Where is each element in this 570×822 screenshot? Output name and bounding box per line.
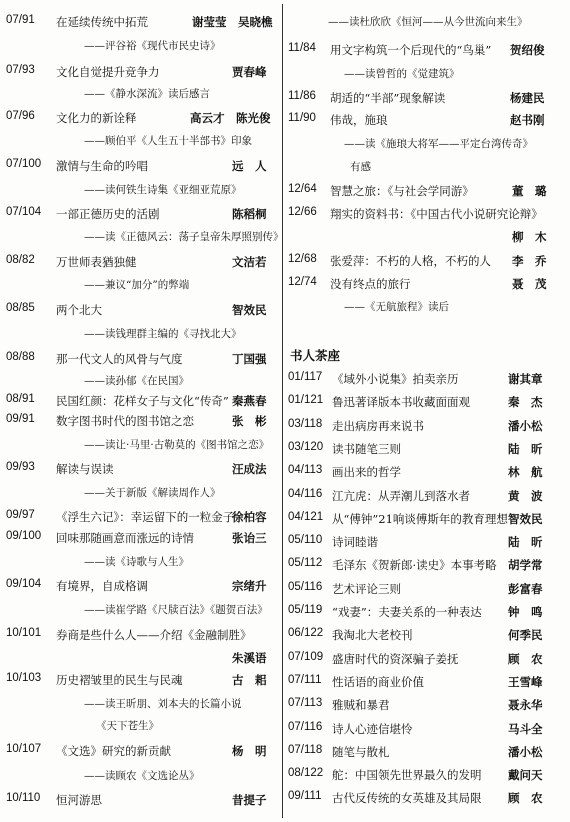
entry-subtitle-cont: 有感 — [350, 161, 371, 173]
teahouse-author: 钟 鸣 — [508, 605, 543, 619]
entry-code: 10/103 — [6, 672, 42, 684]
entry-title: 那一代文人的风骨与气度 — [56, 352, 183, 366]
entry-author: 杨建民 — [510, 91, 545, 105]
entry-code: 08/88 — [6, 351, 35, 363]
entry-title: 民国红颜：花样女子与文化“传奇” — [56, 394, 229, 408]
entry-code: 07/91 — [6, 14, 35, 26]
teahouse-title: 诗人心迹信堪怜 — [332, 722, 413, 736]
teahouse-author: 潘小松 — [508, 419, 543, 433]
column-divider — [282, 4, 283, 818]
teahouse-author: 秦 杰 — [508, 395, 543, 409]
entry-code: 11/90 — [288, 112, 316, 124]
teahouse-title: 我淘北大老校刊 — [332, 628, 413, 642]
teahouse-title: 画出来的哲学 — [332, 465, 401, 479]
entry-subtitle: ——评谷裕《现代市民史诗》 — [84, 40, 221, 52]
teahouse-code: 04/121 — [288, 511, 324, 523]
entry-code: 10/110 — [6, 792, 41, 804]
entry-title: 翔实的资料书：《中国古代小说研究论辩》 — [330, 207, 543, 221]
teahouse-title: 毛泽东《贺新郎·读史》本事考略 — [332, 558, 497, 572]
teahouse-title: 《域外小说集》拍卖亲历 — [332, 372, 459, 386]
entry-code: 12/64 — [288, 183, 317, 195]
entry-title: 一部正德历史的活剧 — [56, 207, 160, 221]
entry-code: 10/107 — [6, 743, 42, 755]
teahouse-title: 鲁迅著译版本书收藏面面观 — [332, 395, 470, 409]
teahouse-code: 09/111 — [288, 790, 322, 802]
entry-subtitle-cont: 《天下苍生》 — [96, 720, 159, 732]
entry-code: 08/82 — [6, 254, 35, 266]
entry-subtitle: ——读何铁生诗集《亚细亚荒原》 — [84, 184, 242, 196]
entry-author: 张诒三 — [232, 531, 267, 545]
teahouse-title: 江亢虎：从弄潮儿到落水者 — [332, 489, 470, 503]
teahouse-code: 07/109 — [288, 651, 324, 663]
entry-subtitle: ——读杜欣欣《恒河——从今世流向来生》 — [328, 16, 528, 28]
entry-author: 古 耜 — [232, 673, 267, 687]
teahouse-author: 林 航 — [508, 465, 543, 479]
teahouse-author: 智效民 — [508, 512, 543, 526]
entry-author: 杨 明 — [232, 744, 267, 758]
entry-subtitle: ——读《正德风云：荡子皇帝朱厚照别传》 — [84, 231, 284, 243]
entry-author: 高云才 陈光俊 — [190, 111, 271, 125]
entry-title: 张爱萍：不朽的人格，不朽的人 — [330, 254, 491, 268]
entry-author: 文洁若 — [232, 255, 267, 269]
teahouse-title: “戏妻”：夫妻关系的一种表达 — [332, 605, 482, 619]
entry-code: 08/91 — [6, 393, 35, 405]
entry-title: 解读与误读 — [56, 462, 114, 476]
entry-title: 伟哉，施琅 — [330, 113, 388, 127]
teahouse-title: 随笔与散札 — [332, 745, 390, 759]
entry-subtitle: ——读王昕朋、刘本夫的长篇小说 — [84, 698, 242, 710]
entry-code: 09/100 — [6, 530, 42, 542]
entry-title: 在延续传统中拓荒 — [56, 15, 148, 29]
entry-subtitle: ——读曾哲的《觉建筑》 — [344, 68, 460, 80]
teahouse-author: 戴问天 — [508, 768, 543, 782]
entry-title: 智慧之旅：《与社会学同游》 — [330, 184, 474, 198]
entry-author: 朱溪语 — [232, 651, 267, 665]
entry-code: 12/68 — [288, 253, 317, 265]
section-title: 书人茶座 — [290, 348, 341, 363]
teahouse-code: 07/111 — [288, 674, 322, 686]
entry-subtitle: ——读顾农《文选论丛》 — [84, 770, 200, 782]
teahouse-code: 05/119 — [288, 604, 323, 616]
entry-title: 券商是些什么人——介绍《金融制胜》 — [56, 628, 252, 642]
teahouse-author: 胡学常 — [508, 558, 543, 572]
teahouse-author: 黄 波 — [508, 489, 543, 503]
teahouse-author: 何季民 — [508, 628, 543, 642]
teahouse-code: 04/116 — [288, 488, 323, 500]
entry-title: 数字图书时代的图书馆之恋 — [56, 414, 194, 428]
teahouse-author: 陆 昕 — [508, 535, 543, 549]
entry-author: 徐柏容 — [232, 510, 267, 524]
entry-code: 07/104 — [6, 206, 42, 218]
entry-subtitle: ——读崔学路《尺牍百法》《题贺百法》 — [84, 604, 268, 616]
entry-title: 《浮生六记》：幸运留下的一粒金子 — [56, 510, 235, 524]
teahouse-title: 舵：中国领先世界最久的发明 — [332, 768, 482, 782]
teahouse-author: 马斗全 — [508, 722, 543, 736]
entry-author: 李 乔 — [512, 254, 547, 268]
entry-code: 07/96 — [6, 110, 35, 122]
entry-author: 丁国强 — [232, 352, 267, 366]
teahouse-title: 艺术评论三则 — [332, 582, 401, 596]
teahouse-code: 01/121 — [288, 394, 324, 406]
entry-title: 恒河游思 — [56, 793, 102, 807]
teahouse-code: 07/113 — [288, 697, 323, 709]
teahouse-title: 诗词睦谐 — [332, 535, 378, 549]
entry-author: 远 人 — [232, 159, 267, 173]
teahouse-code: 01/117 — [288, 371, 323, 383]
entry-subtitle: ——兼议“加分”的弊端 — [84, 279, 190, 291]
entry-author: 贺绍俊 — [510, 43, 545, 57]
entry-title: 文化自觉提升竞争力 — [56, 65, 160, 79]
teahouse-title: 走出病房再来说书 — [332, 419, 424, 433]
entry-author: 柳 木 — [512, 230, 547, 244]
teahouse-title: 盛唐时代的资深骗子姜抚 — [332, 652, 459, 666]
entry-subtitle: ——读《诗歌与人生》 — [84, 556, 189, 568]
teahouse-code: 03/120 — [288, 441, 324, 453]
entry-title: 用文字构筑一个后现代的“鸟巢” — [330, 43, 492, 57]
teahouse-author: 王雪峰 — [508, 675, 543, 689]
teahouse-code: 05/112 — [288, 557, 323, 569]
entry-subtitle: ——关于新版《解读周作人》 — [84, 487, 221, 499]
teahouse-author: 陆 昕 — [508, 442, 543, 456]
entry-subtitle: ——读《施琅大将军——平定台湾传奇》 — [344, 138, 533, 150]
teahouse-title: 从“傅钟”21响谈傅斯年的教育理想 — [332, 512, 508, 526]
teahouse-code: 05/110 — [288, 534, 323, 546]
entry-title: 胡适的“半部”现象解读 — [330, 91, 446, 105]
teahouse-author: 彭富春 — [508, 582, 543, 596]
entry-author: 昔提子 — [232, 793, 267, 807]
entry-title: 文化力的新诠释 — [56, 111, 137, 125]
entry-subtitle: ——《无航旅程》读后 — [344, 301, 449, 313]
entry-subtitle: ——读钱理群主编的《寻找北大》 — [84, 328, 242, 340]
entry-code: 08/85 — [6, 302, 35, 314]
entry-title: 有境界，自成格调 — [56, 579, 148, 593]
entry-author: 董 璐 — [512, 184, 547, 198]
teahouse-title: 读书随笔三则 — [332, 442, 401, 456]
teahouse-title: 古代反传统的女英雄及其局限 — [332, 791, 482, 805]
entry-code: 07/93 — [6, 64, 35, 76]
entry-code: 09/97 — [6, 509, 35, 521]
entry-code: 11/84 — [288, 42, 316, 54]
entry-author: 陈稻桐 — [232, 207, 267, 221]
entry-author: 智效民 — [232, 303, 267, 317]
teahouse-code: 08/122 — [288, 767, 324, 779]
entry-code: 11/86 — [288, 90, 316, 102]
teahouse-author: 顾 农 — [508, 652, 543, 666]
entry-title: 没有终点的旅行 — [330, 277, 411, 291]
entry-code: 10/101 — [6, 627, 42, 639]
entry-subtitle: ——《静水深流》读后感言 — [84, 88, 210, 100]
entry-code: 07/100 — [6, 158, 42, 170]
entry-title: 回味那随画意而涨远的诗情 — [56, 531, 194, 545]
entry-author: 秦燕春 — [232, 394, 267, 408]
entry-author: 赵书刚 — [510, 113, 545, 127]
teahouse-code: 07/118 — [288, 744, 323, 756]
entry-code: 12/66 — [288, 206, 317, 218]
entry-author: 宗绪升 — [232, 579, 267, 593]
teahouse-title: 性话语的商业价值 — [332, 675, 424, 689]
teahouse-code: 04/113 — [288, 464, 323, 476]
entry-title: 万世师表猶独健 — [56, 255, 137, 269]
entry-code: 09/91 — [6, 413, 35, 425]
teahouse-author: 谢其章 — [508, 372, 543, 386]
entry-title: 《文选》研究的新贡献 — [56, 744, 171, 758]
teahouse-code: 05/116 — [288, 581, 323, 593]
entry-code: 09/93 — [6, 461, 35, 473]
teahouse-author: 顾 农 — [508, 791, 543, 805]
entry-subtitle: ——读孙郁《在民国》 — [84, 375, 189, 387]
entry-title: 激情与生命的吟唱 — [56, 159, 148, 173]
entry-author: 聂 茂 — [512, 277, 547, 291]
entry-title: 历史褶皱里的民生与民魂 — [56, 673, 183, 687]
teahouse-code: 07/116 — [288, 721, 323, 733]
entry-subtitle: ——读让·马里·古勒莫的《图书馆之恋》 — [84, 439, 270, 451]
entry-title: 两个北大 — [56, 303, 102, 317]
entry-author: 谢莹莹 吴晓樵 — [192, 15, 273, 29]
teahouse-author: 潘小松 — [508, 745, 543, 759]
entry-code: 12/74 — [288, 276, 317, 288]
teahouse-title: 雅贼和暴君 — [332, 698, 390, 712]
entry-subtitle: ——顾伯平《人生五十半部书》印象 — [84, 135, 252, 147]
teahouse-code: 06/122 — [288, 627, 324, 639]
entry-author: 汪成法 — [232, 462, 267, 476]
teahouse-code: 03/118 — [288, 418, 323, 430]
teahouse-author: 聂永华 — [508, 698, 543, 712]
entry-author: 张 彬 — [232, 414, 267, 428]
entry-code: 09/104 — [6, 578, 42, 590]
entry-author: 贾春峰 — [232, 65, 267, 79]
